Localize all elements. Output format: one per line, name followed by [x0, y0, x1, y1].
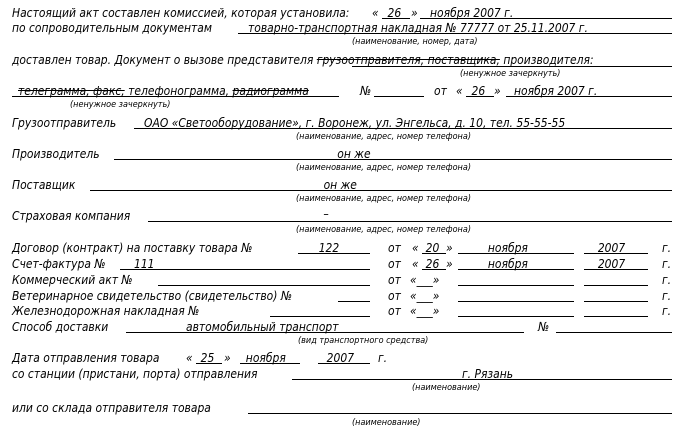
shipper-line [134, 128, 672, 129]
intro-quote-open: « [372, 5, 379, 20]
dispatch-label: Дата отправления товара [12, 350, 160, 365]
contract-month: ноября [487, 240, 528, 255]
rail-label: Железнодорожная накладная № [12, 303, 200, 318]
invoice-g: г. [662, 256, 672, 271]
intro-text: Настоящий акт составлен комиссией, которая установила: [12, 5, 350, 20]
contract-day: 20 [425, 240, 440, 255]
invoice-label: Счет-фактура № [12, 256, 106, 271]
telegram-mid: телефонограмма, [124, 83, 233, 98]
dispatch-g: г. [378, 350, 388, 365]
telegram-quote-close: » [494, 83, 501, 98]
telegram-month-year: ноября 2007 г. [514, 83, 598, 98]
contract-number: 122 [318, 240, 340, 255]
contract-from-label: от [388, 240, 401, 255]
docs-label: по сопроводительным документам [12, 20, 212, 35]
telegram-line [12, 96, 339, 97]
intro-line [420, 18, 672, 19]
telegram-struck-1: телеграмма, факс, [18, 83, 125, 98]
vet-month-line [458, 301, 574, 302]
station-line [292, 379, 672, 380]
supplier-note: (наименование, адрес, номер телефона) [296, 194, 471, 204]
shipper-label: Грузоотправитель [12, 115, 117, 130]
delivered-text [12, 53, 594, 67]
contract-year-line [584, 253, 648, 254]
delivery-no-label: № [538, 319, 550, 334]
producer-note: (наименование, адрес, номер телефона) [296, 163, 471, 173]
dispatch-quote-open: « [186, 350, 193, 365]
intro-day-line [382, 18, 410, 19]
docs-note: (наименование, номер, дата) [352, 37, 478, 47]
producer-line [114, 159, 672, 160]
telegram-from-label: от [434, 83, 447, 98]
contract-month-line [458, 253, 574, 254]
shipper-note: (наименование, адрес, номер телефона) [296, 132, 471, 142]
delivery-value: автомобильный транспорт [186, 319, 339, 334]
delivery-no-line [556, 332, 672, 333]
delivery-label: Способ доставки [12, 319, 109, 334]
commercial-year-line [584, 285, 648, 286]
rail-number-line [270, 316, 370, 317]
invoice-day-line [422, 269, 446, 270]
insurer-line [148, 221, 672, 222]
invoice-day: 26 [425, 256, 440, 271]
invoice-month-line [458, 269, 574, 270]
rail-g: г. [662, 303, 672, 318]
delivered-note: (ненужное зачеркнуть) [460, 69, 561, 79]
contract-number-line [298, 253, 370, 254]
insurer-label: Страховая компания [12, 208, 131, 223]
dispatch-year: 2007 [326, 350, 355, 365]
invoice-quote-open: « [412, 256, 419, 271]
warehouse-note: (наименование) [352, 418, 421, 428]
telegram-no-label: № [360, 83, 372, 98]
shipper-value: ОАО «Светооборудование», г. Воронеж, ул. Энгельса, д. 10, тел. 55-55-55 [144, 115, 566, 130]
vet-year-line [584, 301, 648, 302]
contract-quote-close: » [446, 240, 453, 255]
producer-value: он же [337, 146, 371, 161]
telegram-day-line [466, 96, 494, 97]
producer-label: Производитель [12, 146, 100, 161]
telegram-quote-open: « [456, 83, 463, 98]
commercial-from-label: от [388, 272, 401, 287]
intro-month-year: ноября 2007 г. [430, 5, 514, 20]
intro-quote-close: » [411, 5, 418, 20]
rail-day-blank: «___» [410, 303, 440, 318]
dispatch-month-line [240, 363, 300, 364]
commercial-day-blank: «___» [410, 272, 440, 287]
insurer-note: (наименование, адрес, номер телефона) [296, 225, 471, 235]
docs-line [238, 33, 672, 34]
station-label: со станции (пристани, порта) отправления [12, 366, 258, 381]
vet-day-blank: «___» [410, 288, 440, 303]
docs-value: товарно-транспортная накладная № 77777 от 25.11.2007 г. [248, 20, 588, 35]
station-note: (наименование) [412, 383, 481, 393]
intro-day: 26 [387, 5, 402, 20]
commercial-number-line [158, 285, 370, 286]
contract-label: Договор (контракт) на поставку товара № [12, 240, 253, 255]
station-value: г. Рязань [462, 366, 514, 381]
commercial-month-line [458, 285, 574, 286]
delivered-line [352, 66, 672, 67]
dispatch-year-line [318, 363, 370, 364]
invoice-from-label: от [388, 256, 401, 271]
delivery-note: (вид транспортного средства) [298, 336, 429, 346]
telegram-struck-2: радиограмма [232, 83, 309, 98]
insurer-value: – [323, 206, 329, 221]
delivery-line [126, 332, 524, 333]
rail-from-label: от [388, 303, 401, 318]
vet-from-label: от [388, 288, 401, 303]
telegram-day: 26 [471, 83, 486, 98]
supplier-value: он же [323, 177, 357, 192]
invoice-number-line [120, 269, 370, 270]
invoice-year-line [584, 269, 648, 270]
contract-year: 2007 [597, 240, 626, 255]
rail-month-line [458, 316, 574, 317]
telegram-no-line [374, 96, 424, 97]
contract-day-line [422, 253, 446, 254]
delivered-text-main: доставлен товар. Документ о вызове представителя [12, 52, 314, 67]
commercial-g: г. [662, 272, 672, 287]
supplier-label: Поставщик [12, 177, 76, 192]
contract-quote-open: « [412, 240, 419, 255]
delivered-struck: грузоотправителя, поставщика, [316, 52, 500, 67]
vet-number-line [338, 301, 370, 302]
telegram-date-line [506, 96, 672, 97]
dispatch-day-line [196, 363, 222, 364]
delivered-tail: производителя: [499, 52, 594, 67]
invoice-number: 111 [134, 256, 155, 271]
telegram-note: (ненужное зачеркнуть) [70, 100, 171, 110]
rail-year-line [584, 316, 648, 317]
warehouse-label: или со склада отправителя товара [12, 400, 211, 415]
vet-g: г. [662, 288, 672, 303]
dispatch-quote-close: » [224, 350, 231, 365]
supplier-line [90, 190, 672, 191]
warehouse-line [248, 413, 672, 414]
invoice-year: 2007 [597, 256, 626, 271]
dispatch-month: ноября [245, 350, 286, 365]
contract-g: г. [662, 240, 672, 255]
dispatch-day: 25 [200, 350, 215, 365]
commercial-label: Коммерческий акт № [12, 272, 133, 287]
vet-label: Ветеринарное свидетельство (свидетельство) № [12, 288, 293, 303]
invoice-quote-close: » [446, 256, 453, 271]
invoice-month: ноября [487, 256, 528, 271]
